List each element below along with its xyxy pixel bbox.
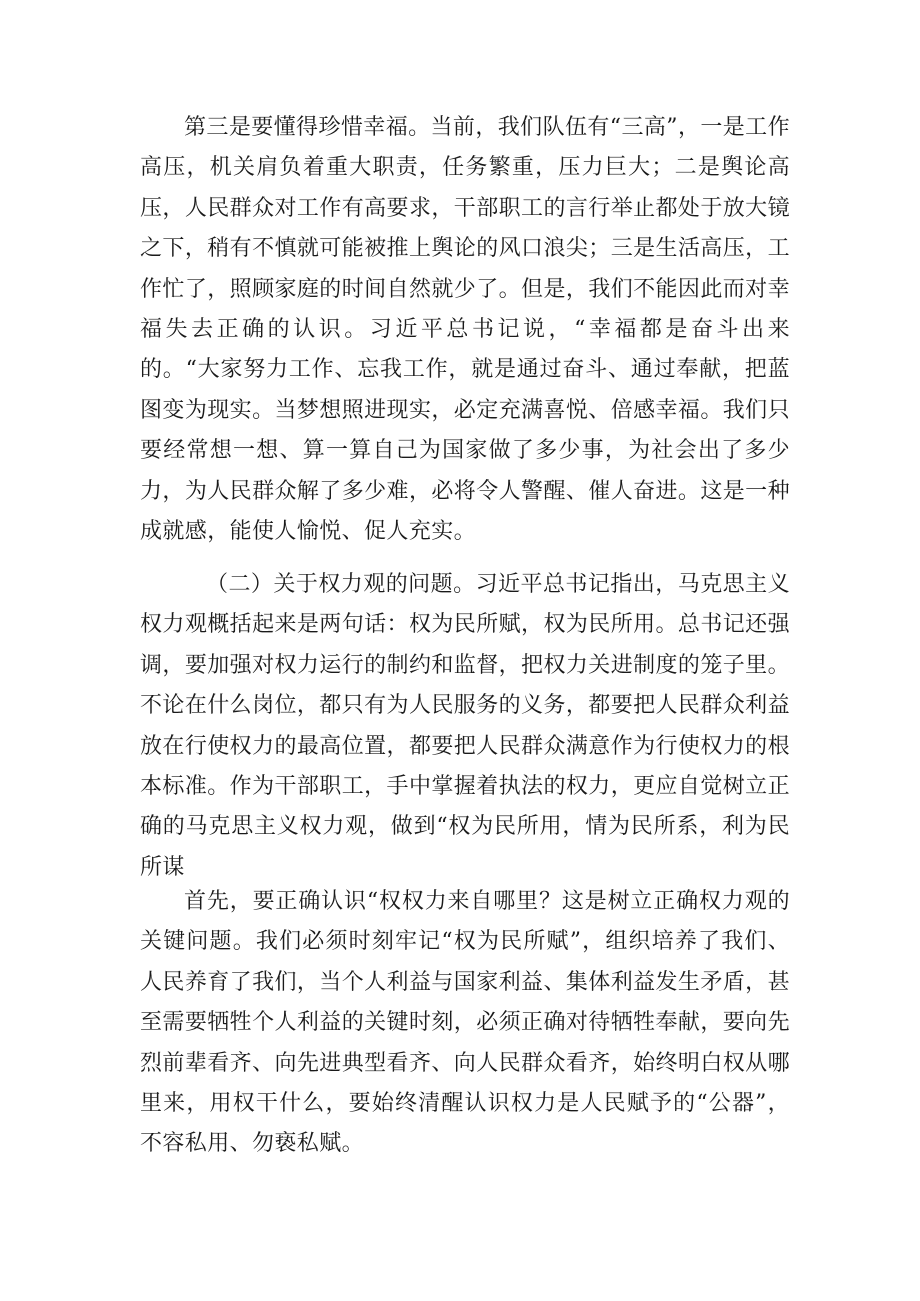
paragraph-power-view: （二）关于权力观的问题。习近平总书记指出，马克思主义权力观概括起来是两句话：权为民所赋，权为民所用。总书记还强调，要加强对权力运行的制约和监督，把权力关进制度的笼子里。不论在什么岗位，都只有为人民服务的义务，都要把人民群众利益放在行使权力的最高位置，都要把人民群众满意作为行使权力的根本标准。作为干部职工，手中掌握着执法的权力，更应自觉树立正确的马克思主义权力观，做到“权为民所用，情为民所系，利为民所谋 (140, 572, 790, 880)
paragraph-cherish-happiness: 第三是要懂得珍惜幸福。当前，我们队伍有“三高”，一是工作高压，机关肩负着重大职责，任务繁重，压力巨大；二是舆论高压，人民群众对工作有高要求，干部职工的言行举止都处于放大镜之下，稍有不慎就可能被推上舆论的风口浪尖；三是生活高压，工作忙了，照顾家庭的时间自然就少了。但是，我们不能因此而对幸福失去正确的认识。习近平总书记说，“幸福都是奋斗出来的。“大家努力工作、忘我工作，就是通过奋斗、通过奉献，把蓝图变为现实。当梦想照进现实，必定充满喜悦、倍感幸福。我们只要经常想一想、算一算自己为国家做了多少事，为社会出了多少力，为人民群众解了多少难，必将令人警醒、催人奋进。这是一种成就感，能使人愉悦、促人充实。 (140, 115, 790, 545)
paragraph-source-of-power: 首先，要正确认识“权权力来自哪里？这是树立正确权力观的关键问题。我们必须时刻牢记“权为民所赋”，组织培养了我们、人民养育了我们，当个人利益与国家利益、集体利益发生矛盾，甚至需要牺牲个人利益的关键时刻，必须正确对待牺牲奉献，要向先烈前辈看齐、向先进典型看齐、向人民群众看齐，始终明白权从哪里来，用权干什么，要始终清醒认识权力是人民赋予的“公器”，不容私用、勿亵私赋。 (140, 889, 790, 1157)
